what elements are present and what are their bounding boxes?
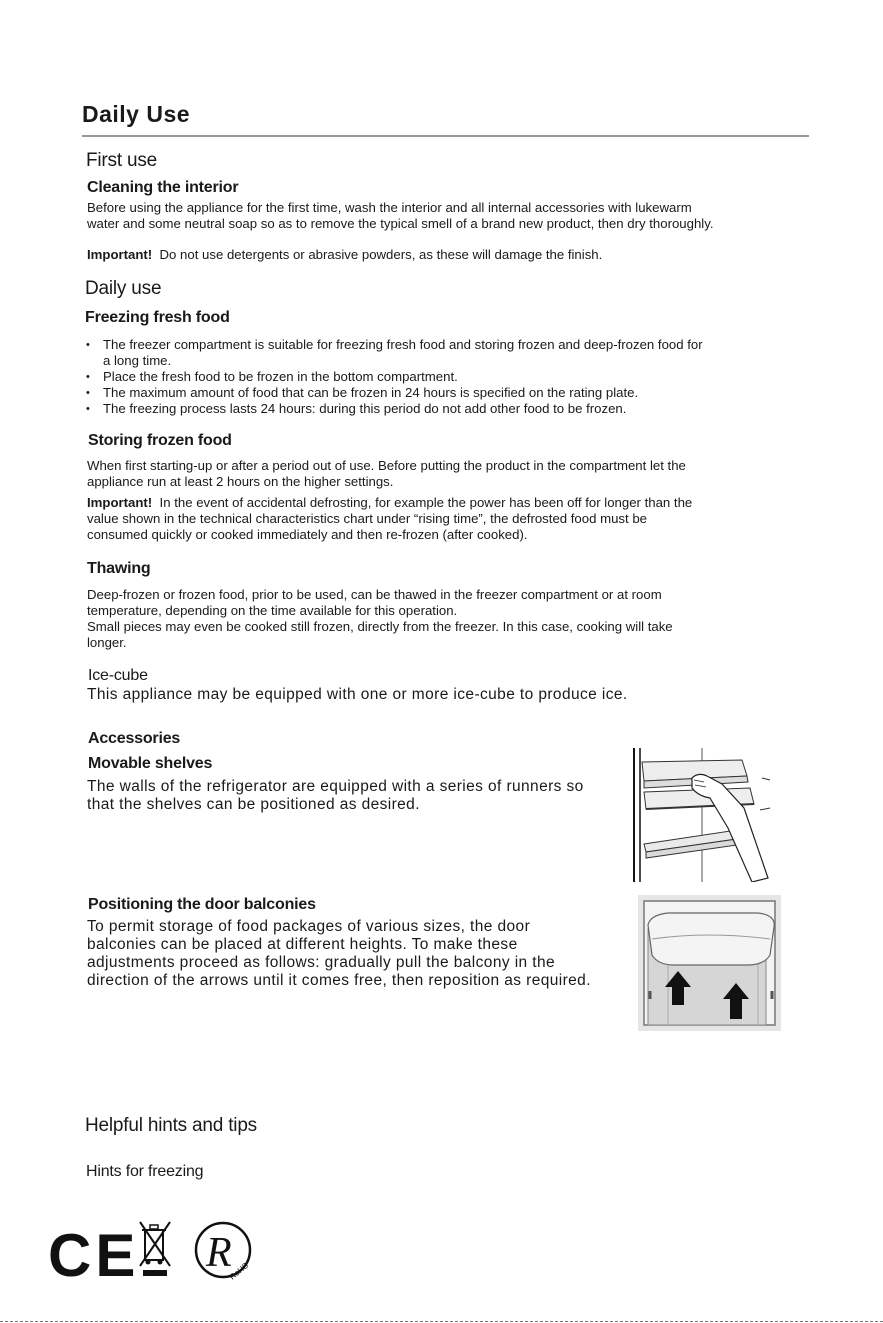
list-item — [83, 369, 818, 385]
rohs-mark — [196, 1223, 250, 1282]
storing-frozen-food-title: Storing frozen food — [88, 432, 232, 449]
text-line: appliance run at least 2 hours on the higher settings. — [87, 474, 394, 489]
rohs-letter: R — [206, 1230, 232, 1276]
freezing-fresh-food-title: Freezing fresh food — [85, 309, 230, 326]
text-line: longer. — [87, 635, 127, 650]
storing-text — [87, 458, 822, 490]
helpful-hints-title: Helpful hints and tips — [85, 1115, 257, 1136]
list-item-text: a long time. — [103, 353, 172, 368]
list-item — [83, 401, 818, 417]
page-heading: Daily Use — [82, 101, 191, 127]
important-note — [87, 247, 602, 263]
list-item — [83, 385, 818, 401]
ce-mark: CE — [48, 1222, 140, 1284]
text-line: To permit storage of food packages of various sizes, the door — [87, 918, 531, 935]
certification-marks — [48, 1218, 253, 1284]
cleaning-interior-title: Cleaning the interior — [87, 179, 239, 196]
text-line: Small pieces may even be cooked still frozen, directly from the freezer. In this case, cooking will take — [87, 619, 673, 634]
text-line: adjustments proceed as follows: gradually pull the balcony in the — [87, 954, 556, 971]
text-line: value shown in the technical characteristics chart under “rising time”, the defrosted food must be — [87, 511, 648, 526]
heading-rule — [82, 135, 809, 137]
list-item — [83, 337, 818, 369]
list-item-text: The maximum amount of food that can be frozen in 24 hours is specified on the rating plate. — [103, 385, 639, 400]
text-line: that the shelves can be positioned as desired. — [87, 796, 420, 813]
door-balconies-text — [87, 918, 632, 990]
important-text: Do not use detergents or abrasive powders, as these will damage the finish. — [159, 247, 603, 262]
accessories-title: Accessories — [88, 730, 181, 747]
movable-shelves-illustration — [632, 748, 772, 882]
thawing-title: Thawing — [87, 560, 151, 577]
freezing-list — [83, 337, 818, 417]
important-text: In the event of accidental defrosting, for example the power has been off for longer than the — [159, 495, 693, 510]
text-line: direction of the arrows until it comes free, then reposition as required. — [87, 972, 591, 989]
text-line: water and some neutral soap so as to remove the typical smell of a brand new product, then dry thoroughly. — [87, 216, 714, 231]
daily-use-title: Daily use — [85, 278, 162, 299]
list-item-text: Place the fresh food to be frozen in the bottom compartment. — [103, 369, 458, 384]
text-line — [87, 495, 822, 511]
text-line: The walls of the refrigerator are equipped with a series of runners so — [87, 778, 584, 795]
text-line: consumed quickly or cooked immediately and then re-frozen (after cooked). — [87, 527, 528, 542]
list-item-text: The freezer compartment is suitable for freezing fresh food and storing frozen and deep-frozen food for — [103, 337, 703, 352]
first-use-title: First use — [86, 150, 158, 171]
important-label: Important! — [87, 247, 153, 262]
door-balconies-title: Positioning the door balconies — [88, 896, 316, 913]
important-label: Important! — [87, 495, 153, 510]
door-balconies-illustration — [638, 895, 781, 1031]
storing-important-note — [87, 495, 822, 543]
text-line: balconies can be placed at different heights. To make these — [87, 936, 518, 953]
text-line: Before using the appliance for the first time, wash the interior and all internal accessories with lukewarm — [87, 200, 692, 215]
rohs-text: RoHS — [227, 1260, 251, 1282]
hints-for-freezing-title: Hints for freezing — [86, 1163, 204, 1180]
text-line: temperature, depending on the time available for this operation. — [87, 603, 458, 618]
cleaning-interior-text — [87, 200, 822, 232]
text-line: When first starting-up or after a period out of use. Before putting the product in the compartment let the — [87, 458, 686, 473]
movable-shelves-text — [87, 778, 627, 814]
ice-cube-text: This appliance may be equipped with one or more ice-cube to produce ice. — [87, 686, 628, 703]
list-item-text: The freezing process lasts 24 hours: during this period do not add other food to be frozen. — [103, 401, 627, 416]
text-line: Deep-frozen or frozen food, prior to be used, can be thawed in the freezer compartment or at room — [87, 587, 662, 602]
ice-cube-title: Ice-cube — [88, 667, 148, 684]
thawing-text — [87, 587, 822, 651]
weee-bin-icon — [140, 1222, 170, 1276]
movable-shelves-title: Movable shelves — [88, 755, 213, 772]
